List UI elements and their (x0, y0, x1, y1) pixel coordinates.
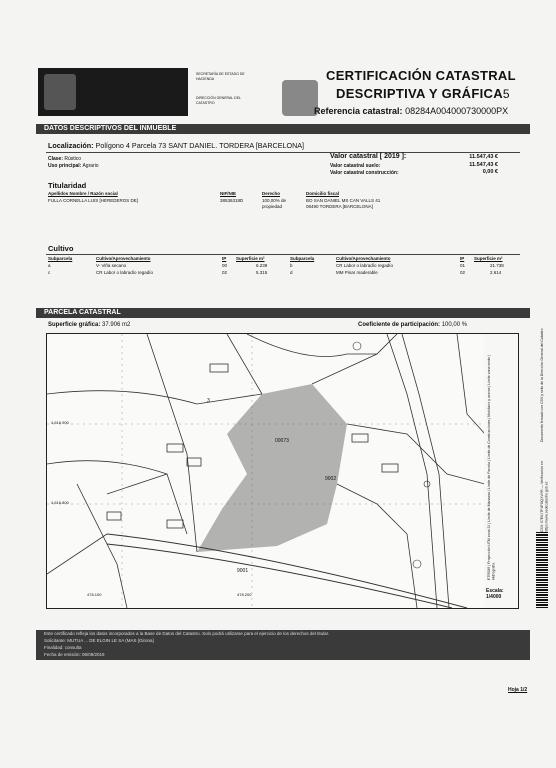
cultivo-row-name: V- Viña secano (96, 263, 127, 268)
csv-side-text: CSV: 07E61TP4FGQXVYR — Verificación en https://www.sedecatastro.gob.es (540, 461, 549, 532)
uso-line: Uso principal: Agrario (48, 163, 99, 169)
cadastral-reference: Referencia catastral: 08284A004000730000PX (314, 106, 509, 116)
cultivo-row-sup: 6.239 (256, 263, 268, 268)
map-legend (484, 333, 519, 609)
coord-y-label: 4.616.900 (51, 420, 69, 425)
parcel-highlight (197, 384, 347, 552)
direction-name: DIRECCIÓN GENERAL DEL CATASTRO (196, 96, 241, 105)
cultivo-row-name: CR Labor o labradío regadío (336, 263, 394, 268)
footer-line: Solicitante: MUTUA ... DE ELGIN LE SA (MAS [Girona] (44, 638, 154, 643)
legend-text: ETRS89 | Proyección UTM zona 31 | Límite de Manzana | Límite de Parcela | Límite de Construcciones | Mobiliario y aceras | Límite zona verde | Hidrografía (487, 354, 496, 580)
owner-name: FULLA CORNELLA LUIS [HEREDEROS DE] (48, 198, 139, 203)
title-line2: DESCRIPTIVA Y GRÁFICA5 (336, 86, 510, 101)
divider (46, 152, 520, 153)
section-parcela-bar: PARCELA CATASTRAL (36, 308, 530, 318)
col-domicilio-header: Domicilio fiscal (306, 191, 340, 196)
map-label: 9001 (237, 568, 249, 574)
location-line: Localización: Polígono 4 Parcela 73 SANT DANIEL. TORDERA [BARCELONA] (48, 141, 305, 150)
construccion-value: 0,00 € (482, 169, 498, 175)
coord-y-label: 4.616.800 (51, 500, 69, 505)
footer-line: Este certificado refleja los datos incorporados a la Base de Datos del Catastro. Solo podrá utilizarse para el ejercicio de los derechos del titular. (44, 631, 330, 636)
owner-derecho-1: 100,00% de (262, 198, 287, 203)
map-label: 3 (207, 398, 210, 404)
page-number: Hoja 1/2 (508, 687, 528, 693)
footer-band (36, 630, 530, 660)
scale-label: Escala: 1/4000 (486, 588, 504, 600)
coord-x-label: 478.100 (87, 592, 102, 597)
catastro-emblem-icon (282, 80, 318, 116)
cultivo-ip-header-r: IP (460, 256, 465, 261)
title-line1: CERTIFICACIÓN CATASTRAL (326, 68, 516, 83)
cultivo-row-ip: 02 (460, 270, 466, 275)
ministry-logo-block (38, 68, 188, 116)
suelo-label: Valor catastral suelo: (330, 163, 381, 169)
cultivo-row-name: CR Labor o labradío regadío (96, 270, 154, 275)
cultivo-row-sub: d (290, 270, 293, 275)
valor-catastral-label: Valor catastral [ 2019 ]: (330, 153, 407, 160)
cultivo-sub-header-r: Subparcela (290, 256, 315, 261)
owner-nif: 38536318D (220, 198, 244, 203)
coat-of-arms-icon (44, 74, 76, 110)
cultivo-sup-header-r: Superficie m² (474, 256, 503, 261)
col-name-header: Apellidos Nombre / Razón social (48, 191, 118, 196)
coord-x-label: 478.200 (237, 592, 252, 597)
divider (46, 254, 520, 255)
ministry-name: SECRETARÍA DE ESTADO DE HACIENDA (196, 72, 245, 81)
cultivo-row-ip: 01 (460, 263, 466, 268)
owner-derecho-2: propiedad (262, 204, 283, 209)
cadastral-map (46, 333, 486, 609)
titularidad-heading: Titularidad (48, 181, 87, 190)
coeficiente-line: Coeficiente de participación: 100,00 % (358, 322, 468, 328)
cultivo-row-sub: c (48, 270, 51, 275)
cultivo-row-ip: 00 (222, 263, 228, 268)
cultivo-name-header: Cultivo/Aprovechamiento (96, 256, 151, 261)
cultivo-sub-header: Subparcela (48, 256, 73, 261)
superficie-line: Superficie gráfica: 37.906 m2 (48, 322, 131, 328)
map-label: 9002 (325, 476, 337, 482)
cultivo-row-sub: a (48, 263, 51, 268)
cultivo-row-ip: 02 (222, 270, 228, 275)
map-drawing (47, 334, 485, 608)
section-descriptive-bar: DATOS DESCRIPTIVOS DEL INMUEBLE (36, 124, 530, 134)
cultivo-sup-header: Superficie m² (236, 256, 265, 261)
road-line (107, 534, 467, 608)
cultivo-ip-header: IP (222, 256, 227, 261)
map-label-parcel: 00073 (275, 438, 289, 444)
cultivo-heading: Cultivo (48, 244, 74, 253)
construccion-label: Valor catastral construcción: (330, 170, 399, 176)
cultivo-row-name: MM Pinar maderable (336, 270, 378, 275)
owner-domicilio-2: 08490 TORDERA [BARCELONA] (306, 204, 373, 209)
cultivo-row-sub: b (290, 263, 293, 268)
col-derecho-header: Derecho (262, 191, 281, 196)
barcode-icon (536, 532, 548, 608)
suelo-value: 11.547,43 € (469, 162, 498, 168)
cultivo-row-sup: 21.738 (490, 263, 504, 268)
footer-line: Fecha de emisión: 06/09/2019 (44, 652, 105, 657)
col-nif-header: NIF/NIE (220, 191, 237, 196)
owner-domicilio-1: BO SAN DANIEL MS CAN VALLS 41 (306, 198, 381, 203)
cultivo-name-header-r: Cultivo/Aprovechamiento (336, 256, 391, 261)
cultivo-row-sup: 5.315 (256, 270, 268, 275)
cultivo-row-sup: 2.614 (490, 270, 502, 275)
valor-catastral-value: 11.547,43 € (469, 154, 498, 160)
footer-line: Finalidad: consulta (44, 645, 82, 650)
clase-line: Clase: Rústico (48, 156, 82, 162)
verification-side-text: Documento firmado con CSV y sello de la Dirección General del Catastro (540, 328, 544, 442)
road-line (107, 544, 452, 608)
